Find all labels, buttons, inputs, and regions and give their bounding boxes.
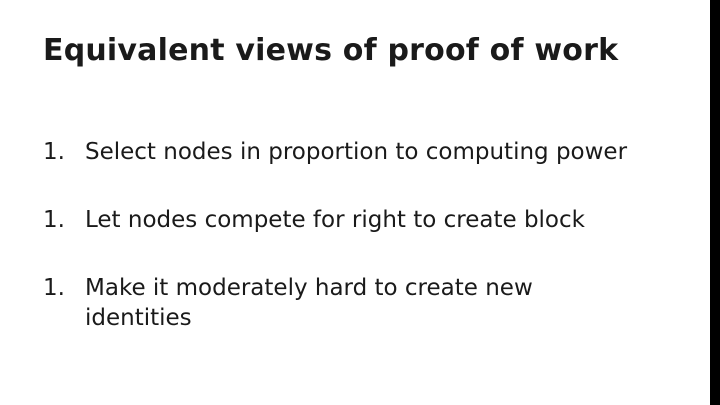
slide-title: Equivalent views of proof of work: [43, 33, 619, 68]
list-item-number: 1.: [43, 139, 65, 165]
list-item: [43, 205, 663, 235]
bullet-list: [43, 137, 663, 371]
slide-edge-bar: [710, 0, 720, 405]
list-item: [43, 137, 663, 167]
list-item-text: Select nodes in proportion to computing power: [85, 139, 628, 165]
list-item-number: 1.: [43, 275, 65, 301]
list-item-text: Let nodes compete for right to create block: [85, 207, 585, 233]
list-item-text: Make it moderately hard to create new identities: [85, 275, 533, 331]
list-item: [43, 273, 663, 333]
list-item-number: 1.: [43, 207, 65, 233]
